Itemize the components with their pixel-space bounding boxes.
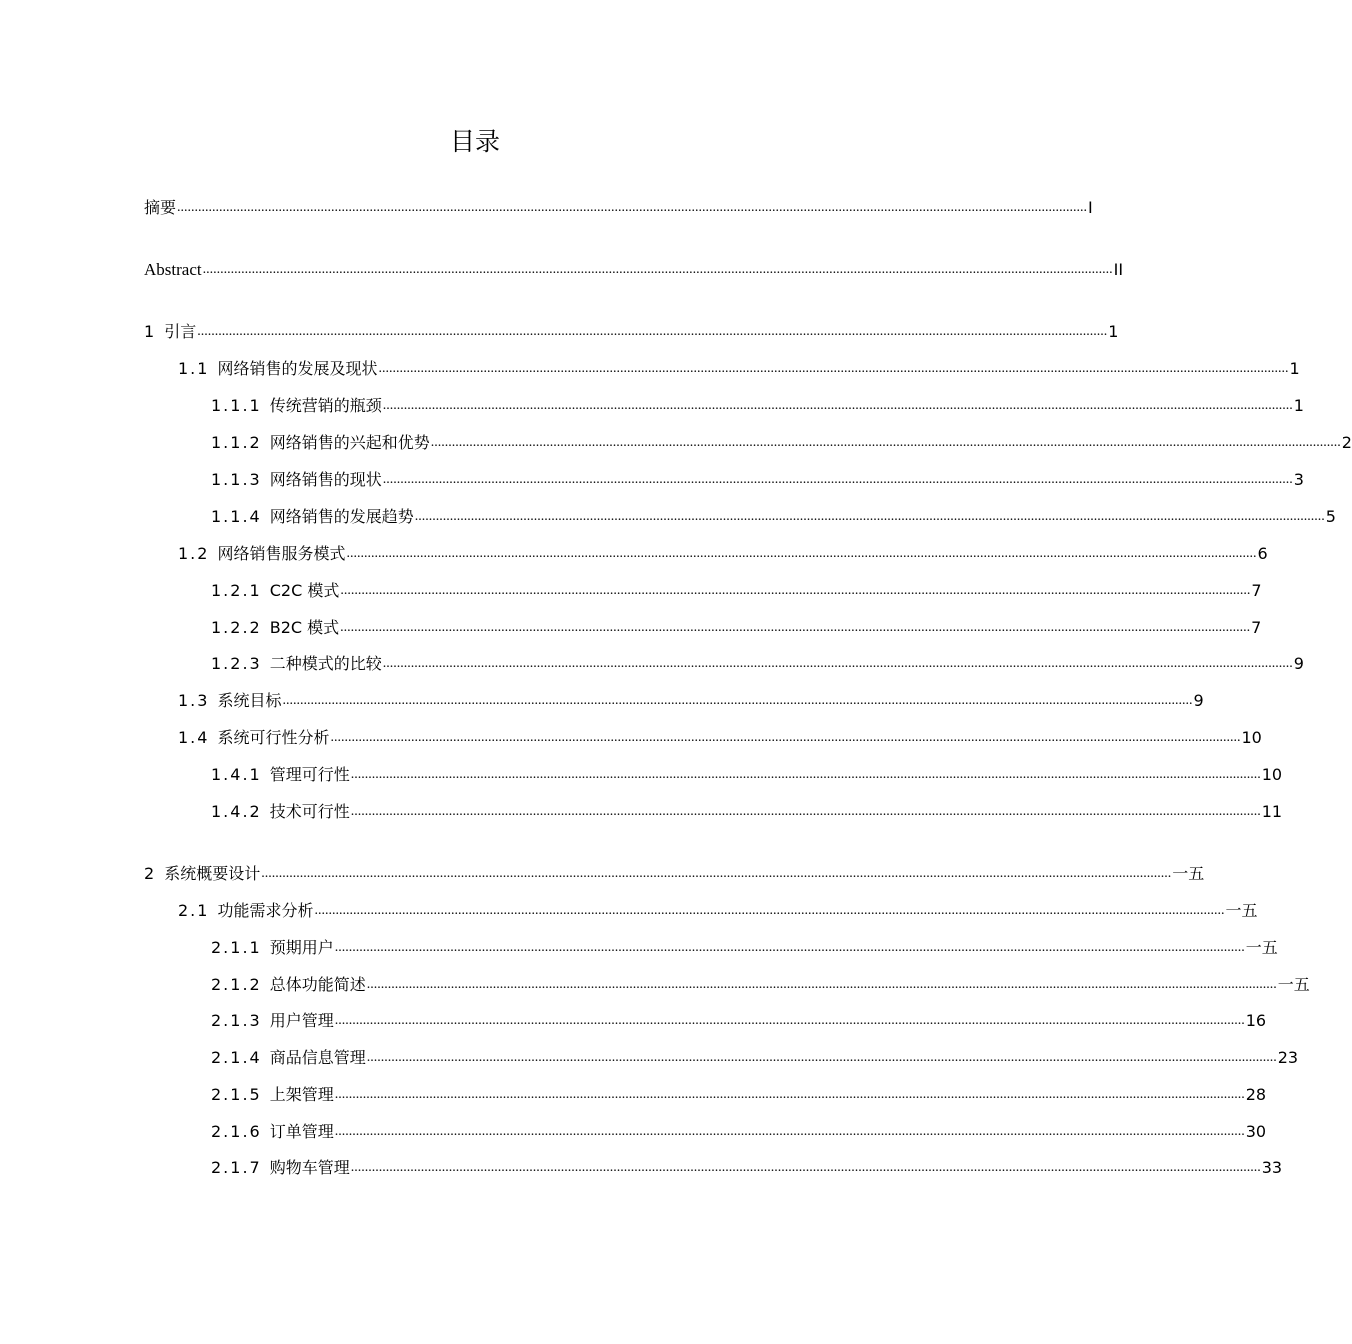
dot-leader: .................................................................................................................................................................................................................................................................... <box>350 1160 1261 1175</box>
toc-entry-text: 传统营销的瓶颈 <box>269 396 382 415</box>
toc-entry-label <box>211 395 382 417</box>
dot-leader: .................................................................................................................................................................................................................................................................... <box>366 977 1277 992</box>
toc-entry-label <box>211 506 414 528</box>
toc-entry[interactable] <box>211 1155 1283 1179</box>
toc-entry-label <box>211 801 350 823</box>
dot-leader: .................................................................................................................................................................................................................................................................... <box>334 1124 1245 1139</box>
toc-entry-number: 2.1.1 <box>211 938 262 957</box>
toc-entry-label <box>211 653 382 675</box>
toc-entry-label <box>144 197 176 219</box>
toc-entry-label <box>211 1157 350 1179</box>
toc-entry-page-number: 6 <box>1257 544 1268 563</box>
toc-entry-page-number: 9 <box>1193 691 1204 710</box>
toc-entry[interactable] <box>178 356 1300 380</box>
toc-entry-text: 系统概要设计 <box>164 864 261 883</box>
toc-entry-page-number: 28 <box>1245 1085 1267 1104</box>
toc-entry-page-number: 7 <box>1251 581 1262 600</box>
toc-entry-page-number: 11 <box>1261 802 1283 821</box>
toc-entry-number: 2.1.4 <box>211 1048 262 1067</box>
toc-entry-number: 2.1 <box>178 901 210 920</box>
toc-entry-text: 购物车管理 <box>269 1158 350 1177</box>
toc-entry[interactable] <box>144 195 1093 219</box>
toc-entry-label <box>211 764 350 786</box>
toc-entry-page-number: 33 <box>1261 1158 1283 1177</box>
toc-entry-text: 用户管理 <box>269 1011 334 1030</box>
dot-leader: .................................................................................................................................................................................................................................................................... <box>330 730 1241 745</box>
toc-entry[interactable] <box>211 615 1262 639</box>
toc-entry-text: 摘要 <box>144 198 177 217</box>
toc-entry[interactable] <box>211 972 1310 996</box>
toc-entry-number: 1.3 <box>178 691 210 710</box>
toc-entry-page-number: 1 <box>1289 359 1300 378</box>
toc-entry-number: 2.1.3 <box>211 1011 262 1030</box>
toc-entry-label <box>211 937 334 959</box>
toc-entry[interactable] <box>178 541 1268 565</box>
toc-entry-text: Abstract <box>144 260 202 279</box>
toc-entry[interactable] <box>211 393 1304 417</box>
toc-entry[interactable] <box>211 504 1336 528</box>
toc-entry-page-number: 7 <box>1251 618 1262 637</box>
toc-entry-label <box>211 974 366 996</box>
toc-entry-text: 网络销售的现状 <box>269 470 382 489</box>
toc-entry-number: 1.1.2 <box>211 433 262 452</box>
toc-entry-number: 1.2.2 <box>211 618 262 637</box>
toc-entry-page-number: 3 <box>1293 470 1304 489</box>
dot-leader: .................................................................................................................................................................................................................................................................... <box>366 1050 1277 1065</box>
dot-leader: .................................................................................................................................................................................................................................................................... <box>346 546 1257 561</box>
toc-entry[interactable] <box>211 1045 1299 1069</box>
toc-entry-number: 1 <box>144 322 155 341</box>
dot-leader: .................................................................................................................................................................................................................................................................... <box>378 361 1289 376</box>
dot-leader: .................................................................................................................................................................................................................................................................... <box>334 1013 1245 1028</box>
toc-entry-label <box>211 1010 334 1032</box>
dot-leader: .................................................................................................................................................................................................................................................................... <box>414 509 1325 524</box>
toc-entry-number: 1.1.3 <box>211 470 262 489</box>
toc-entry-text: 二种模式的比较 <box>269 654 382 673</box>
toc-entry[interactable] <box>178 725 1262 749</box>
toc-entry-number: 1.2 <box>178 544 210 563</box>
dot-leader: .................................................................................................................................................................................................................................................................... <box>334 1087 1245 1102</box>
toc-entry-page-number: 16 <box>1245 1011 1267 1030</box>
toc-entry-page-number: I <box>1088 198 1093 217</box>
toc-entry-text: 订单管理 <box>269 1122 334 1141</box>
toc-entry-page-number: 30 <box>1245 1122 1267 1141</box>
toc-entry-page-number: 一五 <box>1245 938 1278 957</box>
toc-entry-page-number: 一五 <box>1277 975 1310 994</box>
toc-entry-text: 功能需求分析 <box>217 901 314 920</box>
toc-entry-page-number: 2 <box>1341 433 1352 452</box>
toc-entry-label <box>144 863 260 885</box>
toc-entry-text: 商品信息管理 <box>269 1048 366 1067</box>
toc-entry[interactable] <box>178 898 1258 922</box>
toc-entry-label <box>178 358 377 380</box>
toc-entry-label <box>144 321 196 343</box>
toc-entry-number: 2.1.5 <box>211 1085 262 1104</box>
toc-entry-number: 1.1 <box>178 359 210 378</box>
dot-leader: .................................................................................................................................................................................................................................................................... <box>340 620 1251 635</box>
toc-entry[interactable] <box>144 257 1124 281</box>
dot-leader: .................................................................................................................................................................................................................................................................... <box>282 693 1193 708</box>
toc-entry[interactable] <box>211 935 1278 959</box>
toc-entry-label <box>211 580 339 602</box>
toc-entry-label <box>178 727 329 749</box>
toc-entry[interactable] <box>211 799 1283 823</box>
toc-entry-text: 网络销售的兴起和优势 <box>269 433 430 452</box>
toc-entry-page-number: II <box>1113 260 1124 279</box>
toc-entry-number: 1.4.2 <box>211 802 262 821</box>
toc-entry-number: 2.1.6 <box>211 1122 262 1141</box>
toc-entry-text: 预期用户 <box>269 938 334 957</box>
toc-entry[interactable] <box>178 688 1204 712</box>
toc-entry-text: B2C 模式 <box>269 618 340 637</box>
toc-entry-number: 1.4 <box>178 728 210 747</box>
toc-entry[interactable] <box>211 651 1304 675</box>
toc-entry-number: 1.2.3 <box>211 654 262 673</box>
toc-entry-label <box>211 432 430 454</box>
toc-entry-label <box>211 469 382 491</box>
toc-entry-number: 1.2.1 <box>211 581 262 600</box>
toc-entry-label <box>211 617 339 639</box>
dot-leader: .................................................................................................................................................................................................................................................................... <box>261 866 1172 881</box>
toc-entry-text: C2C 模式 <box>269 581 340 600</box>
toc-entry-number: 1.1.4 <box>211 507 262 526</box>
toc-entry[interactable] <box>211 1119 1267 1143</box>
toc-entry[interactable] <box>211 578 1262 602</box>
toc-entry-label <box>211 1047 366 1069</box>
dot-leader: .................................................................................................................................................................................................................................................................... <box>350 804 1261 819</box>
dot-leader: .................................................................................................................................................................................................................................................................... <box>382 398 1293 413</box>
toc-entry-page-number: 一五 <box>1172 864 1205 883</box>
dot-leader: .................................................................................................................................................................................................................................................................... <box>334 940 1245 955</box>
toc-entry[interactable] <box>211 430 1352 454</box>
toc-entry-label <box>144 259 202 281</box>
toc-entry-text: 系统目标 <box>217 691 282 710</box>
toc-entry-text: 引言 <box>164 322 197 341</box>
toc-entry-text: 系统可行性分析 <box>217 728 330 747</box>
toc-entry-label <box>178 543 345 565</box>
dot-leader: .................................................................................................................................................................................................................................................................... <box>382 472 1293 487</box>
toc-entry-label <box>211 1084 334 1106</box>
toc-entry-page-number: 9 <box>1293 654 1304 673</box>
toc-entry-text: 管理可行性 <box>269 765 350 784</box>
toc-entry-number: 2 <box>144 864 155 883</box>
toc-entry-number: 1.4.1 <box>211 765 262 784</box>
toc-title: 目录 <box>449 127 500 156</box>
toc-entry[interactable] <box>211 762 1283 786</box>
toc-entry-page-number: 5 <box>1325 507 1336 526</box>
dot-leader: .................................................................................................................................................................................................................................................................... <box>197 324 1108 339</box>
dot-leader: .................................................................................................................................................................................................................................................................... <box>314 903 1225 918</box>
toc-entry-page-number: 10 <box>1241 728 1262 747</box>
dot-leader: .................................................................................................................................................................................................................................................................... <box>202 262 1113 277</box>
toc-entry-text: 网络销售服务模式 <box>217 544 346 563</box>
toc-entry-label <box>178 690 281 712</box>
toc-entry-text: 总体功能简述 <box>269 975 366 994</box>
toc-entry[interactable] <box>144 319 1119 343</box>
toc-entry-label <box>178 900 313 922</box>
toc-entry-page-number: 1 <box>1108 322 1119 341</box>
toc-entry[interactable] <box>211 467 1304 491</box>
toc-entry[interactable] <box>211 1008 1267 1032</box>
toc-entry-page-number: 1 <box>1293 396 1304 415</box>
toc-entry-number: 2.1.2 <box>211 975 262 994</box>
toc-entry-label <box>211 1121 334 1143</box>
toc-entry-text: 技术可行性 <box>269 802 350 821</box>
toc-entry-text: 上架管理 <box>269 1085 334 1104</box>
dot-leader: .................................................................................................................................................................................................................................................................... <box>430 435 1341 450</box>
dot-leader: .................................................................................................................................................................................................................................................................... <box>177 200 1088 215</box>
dot-leader: .................................................................................................................................................................................................................................................................... <box>350 767 1261 782</box>
toc-entry[interactable] <box>144 861 1205 885</box>
toc-entry[interactable] <box>211 1082 1267 1106</box>
toc-entry-text: 网络销售的发展趋势 <box>269 507 414 526</box>
toc-entry-page-number: 一五 <box>1225 901 1258 920</box>
toc-entry-number: 2.1.7 <box>211 1158 262 1177</box>
toc-entry-page-number: 23 <box>1277 1048 1299 1067</box>
toc-entry-number: 1.1.1 <box>211 396 262 415</box>
toc-entry-page-number: 10 <box>1261 765 1283 784</box>
dot-leader: .................................................................................................................................................................................................................................................................... <box>340 583 1251 598</box>
toc-entry-text: 网络销售的发展及现状 <box>217 359 378 378</box>
dot-leader: .................................................................................................................................................................................................................................................................... <box>382 656 1293 671</box>
